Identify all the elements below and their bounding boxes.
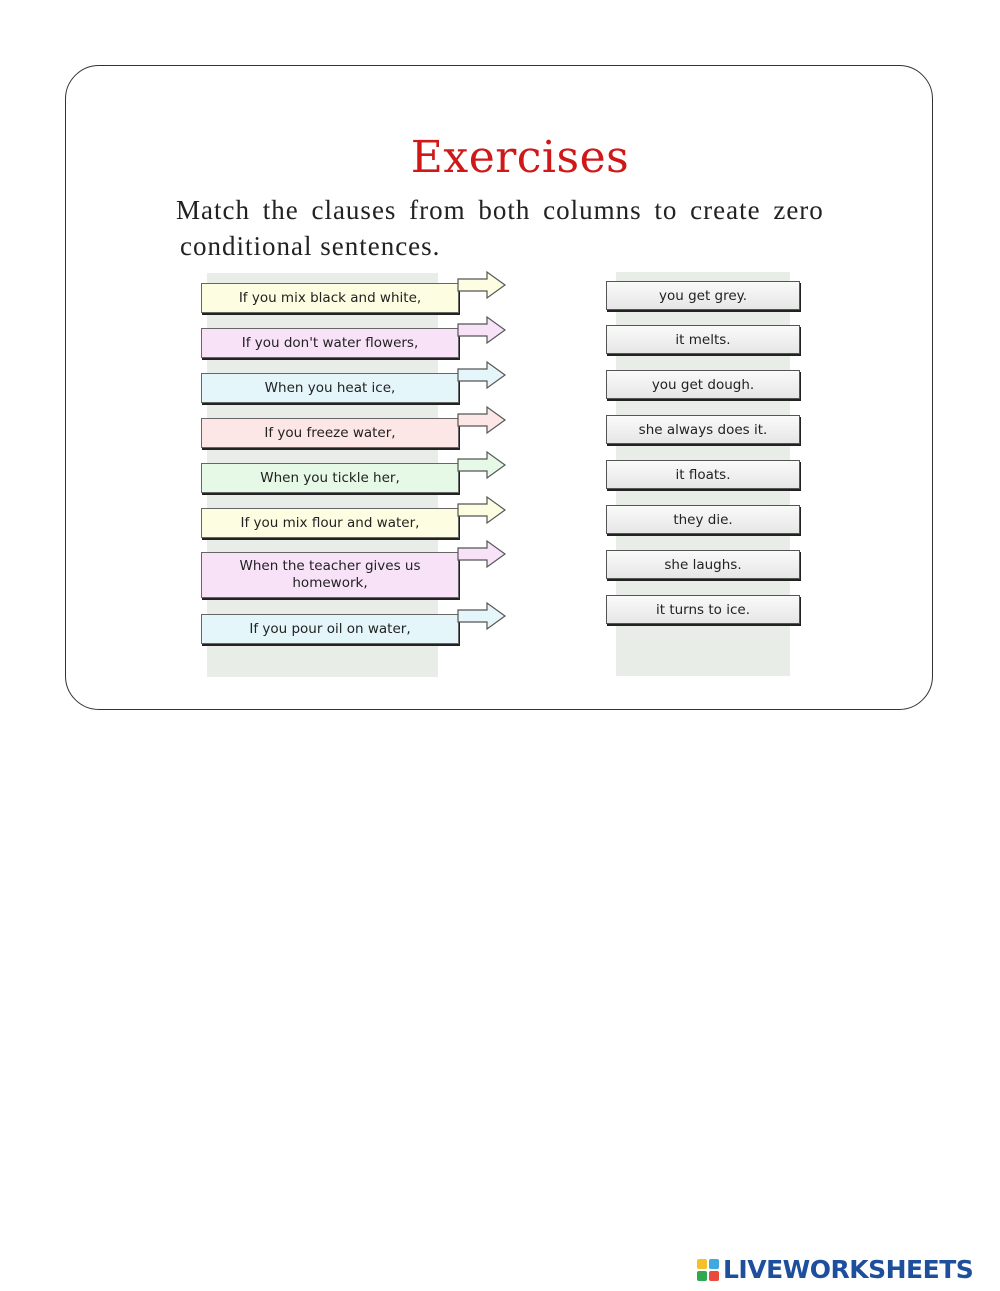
right-clause-7[interactable]: she laughs. [606, 550, 800, 579]
right-clause-6[interactable]: they die. [606, 505, 800, 534]
right-clause-4[interactable]: she always does it. [606, 415, 800, 444]
right-clause-3[interactable]: you get dough. [606, 370, 800, 399]
left-clause-5[interactable]: When you tickle her, [201, 463, 459, 493]
right-clause-2[interactable]: it melts. [606, 325, 800, 354]
left-clause-1[interactable]: If you mix black and white, [201, 283, 459, 313]
arrow-right-icon [457, 539, 507, 569]
arrow-right-icon [457, 270, 507, 300]
left-clause-2[interactable]: If you don't water flowers, [201, 328, 459, 358]
logo-grid-icon [697, 1259, 719, 1281]
page-title: Exercises [410, 132, 630, 183]
arrow-right-icon [457, 495, 507, 525]
logo-text: LIVEWORKSHEETS [723, 1255, 974, 1284]
arrow-right-icon [457, 315, 507, 345]
right-clause-5[interactable]: it floats. [606, 460, 800, 489]
left-clause-3[interactable]: When you heat ice, [201, 373, 459, 403]
left-clause-8[interactable]: If you pour oil on water, [201, 614, 459, 644]
instruction-line-2: conditional sentences. [180, 231, 441, 261]
arrow-right-icon [457, 601, 507, 631]
left-clause-4[interactable]: If you freeze water, [201, 418, 459, 448]
instruction-line-1: Match the clauses from both columns to create zero [176, 195, 824, 225]
right-clause-8[interactable]: it turns to ice. [606, 595, 800, 624]
left-clause-7[interactable]: When the teacher gives us homework, [201, 552, 459, 598]
left-clause-6[interactable]: If you mix flour and water, [201, 508, 459, 538]
arrow-right-icon [457, 405, 507, 435]
arrow-right-icon [457, 360, 507, 390]
liveworksheets-logo [697, 1255, 973, 1284]
arrow-right-icon [457, 450, 507, 480]
right-clause-1[interactable]: you get grey. [606, 281, 800, 310]
